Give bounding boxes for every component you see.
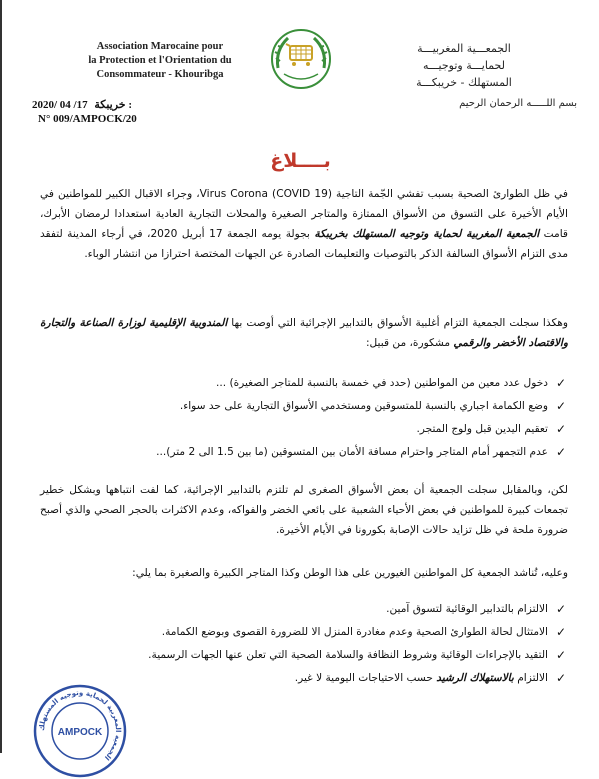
paragraph-4: وعليه، تُناشد الجمعية كل المواطنين الغيورين على هذا الوطن وكذا المتاجر الكبيرة والصغيرة بما يلي: [132,567,568,579]
checkmark-icon: ✓ [555,376,566,390]
org-ar-line1: الجمعـــية المغربيـــة [417,42,511,55]
recommendations-list [42,599,566,691]
list-item [42,442,566,462]
list-item [42,622,566,642]
org-fr-line1: Association Marocaine pour [96,41,224,52]
org-ar-line2: لحمايـــة وتوجيـــه [422,59,506,72]
paragraph-2-ministry: المندوبية الإقليمية لوزارة الصناعة والتجارة والاقتصاد الأخضر والرقمي [40,317,568,349]
org-name-french [60,40,260,82]
list-item-text: الالتزام بالتدابير الوقائية لتسوق آمين. [386,603,548,615]
org-fr-line3: Consommateur - Khouribga [96,69,224,80]
list-item-text-a: الالتزام [513,672,548,684]
paragraph-3: لكن، وبالمقابل سجلت الجمعية أن بعض الأسواق الصغرى لم تلتزم بالتدابير الإجرائية، كما لفت انتباهها وبشكل خطير تجمعات كبيرة للمواطنين في بعض الأحياء الشعبية على بائعي الخضر والفواكه، وعدم الاكثرات بالحجر الصحي والذي أصبح ضرورة ملحة في ظل تزايد حالات الإصابة بكورونا في الأيام الأخيرة. [40,484,568,536]
list-item-text: وضع الكمامة اجباري بالنسبة للمتسوقين ومستخدمي الأسواق التجارية على حد سواء. [179,400,548,412]
date-line [32,98,136,111]
svg-text:الجمعية المغربية لحماية وتوجيه: الجمعية المغربية لحماية وتوجيه المستهلك [37,688,123,762]
list-item-emphasis: بالاستهلاك الرشيد [436,672,514,684]
paragraph-1-text-c: بجولة يومه الجمعة 17 أبريل 2020، في أرجاء المدينة لتفقد مدى التزام الأسواق السالفة الذكر بالتوصيات والتعليمات الصادرة عن الجهات المختصة احترازا من انتشار الوباء. [40,228,568,260]
checkmark-icon: ✓ [555,422,566,436]
list-item [42,599,566,619]
list-item-text-c: حسب الاحتياجات اليومية لا غير. [294,672,437,684]
list-item [42,373,566,393]
list-item [42,645,566,665]
list-item-text: دخول عدد معين من المواطنين (حدد في خمسة بالنسبة للمتاجر الصغيرة) ... [215,377,548,389]
paragraph-1 [40,184,568,264]
checkmark-icon: ✓ [555,399,566,413]
document-title: بــــلاغ [270,150,331,172]
reference-number: N° 009/AMPOCK/20 [38,113,137,125]
observed-measures-list [42,373,566,465]
list-item-text: التقيد بالإجراءات الوقائية وشروط النظافة والسلامة الصحية التي تعلن عنها الجهات الرسمية. [148,649,548,661]
paragraph-2-text-a: وهكذا سجلت الجمعية التزام أغلبية الأسواق بالتدابير الإجرائية التي أوصت بها [227,317,568,329]
list-item-text: عدم التجمهر أمام المتاجر واحترام مسافة الأمان بين المتسوقين (ما بين 1.5 الى 2 متر)... [156,446,548,458]
list-item [42,419,566,439]
org-name-arabic [389,40,539,91]
association-stamp [32,683,128,779]
paragraph-2 [40,313,568,353]
paragraph-1-text-a: في ظل الطوارئ الصحية بسبب تفشي الجّمة التاجية (COVID 19) Virus Corona، وجراء الاقبال الكبير للمواطنين في الأيام الأخيرة على التسوق من الأسواق الممتازة والمتاجر الصغيرة والمحلات التجارية العادية استعدادا لرمضان الأبرك، قامت [40,188,568,240]
list-item [42,396,566,416]
list-item-text: الامتثال لحالة الطوارئ الصحية وعدم مغادرة المنزل الا للضرورة القصوى وبوضع الكمامة. [161,626,548,638]
basmala: بسم اللـــــه الرحمان الرحيم [459,98,577,109]
city: خريبكة : [94,99,133,111]
list-item-text: تعقيم اليدين قبل ولوج المتجر. [416,423,548,435]
paragraph-1-org-name: الجمعية المغربية لحماية وتوجيه المستهلك بخريبكة [314,228,540,240]
checkmark-icon: ✓ [555,445,566,459]
checkmark-icon: ✓ [555,671,566,685]
org-fr-line2: la Protection et l'Orientation du [88,55,232,66]
checkmark-icon: ✓ [555,625,566,639]
checkmark-icon: ✓ [555,602,566,616]
paragraph-2-text-c: مشكورة، من قبيل: [365,337,454,349]
svg-text:AMPOCK: AMPOCK [57,727,103,738]
association-logo [270,28,332,90]
date: 2020/ 04 /17 [32,99,88,111]
checkmark-icon: ✓ [555,648,566,662]
org-ar-line3: المستهلك - خريبكـــة [416,76,512,89]
